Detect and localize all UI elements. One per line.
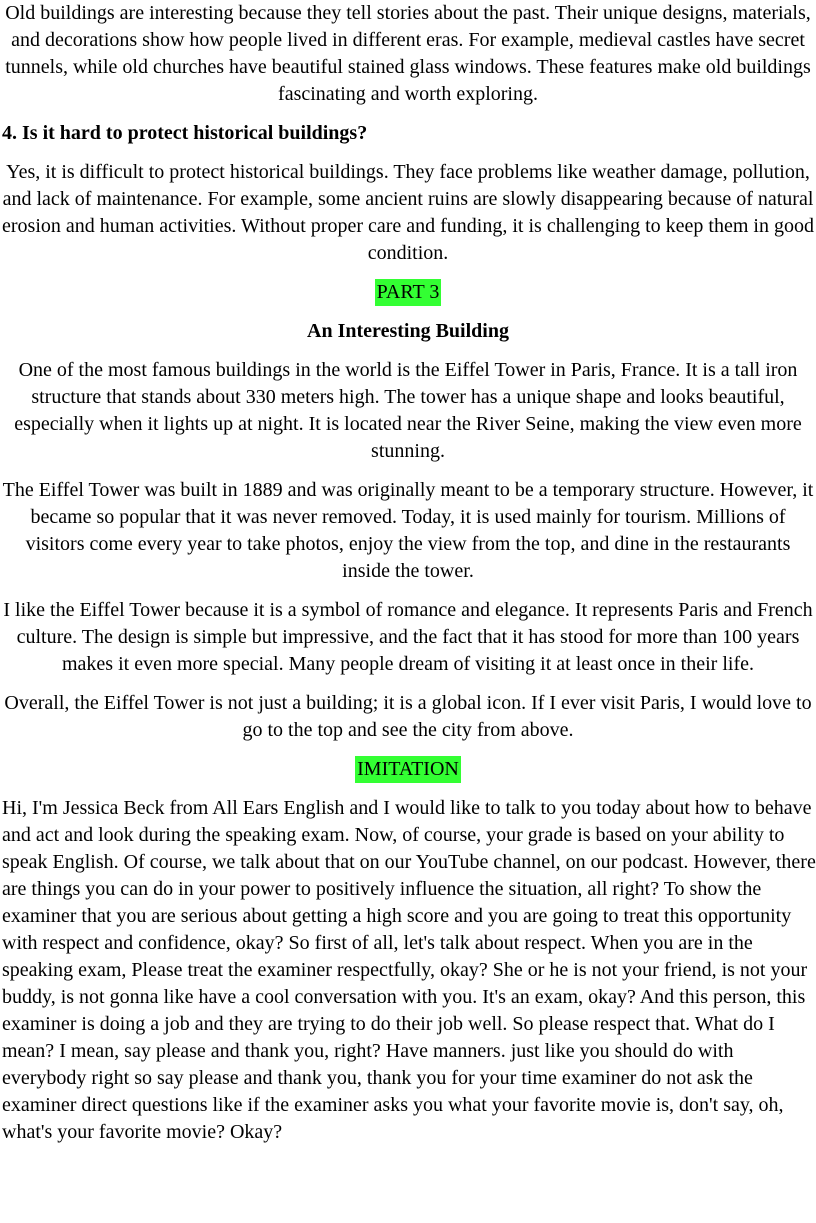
part-3-paragraph-4: Overall, the Eiffel Tower is not just a building; it is a global icon. If I ever visit Paris, I would love to go to the top and see the city from above.: [4, 692, 812, 741]
part-3-paragraph-1: One of the most famous buildings in the world is the Eiffel Tower in Paris, France. It is a tall iron structure that stands about 330 meters high. The tower has a unique shape and looks beautiful, especially when it lights up at night. It is located near the River Seine, making the view even more stunning.: [14, 359, 802, 462]
part-3-label: PART 3: [375, 279, 442, 306]
imitation-label: IMITATION: [355, 756, 461, 783]
part-3-paragraph-3: I like the Eiffel Tower because it is a symbol of romance and elegance. It represents Paris and French culture. The design is simple but impressive, and the fact that it has stood for more than 100 years makes it even more special. Many people dream of visiting it at least once in their life.: [3, 599, 813, 675]
question-4-heading: 4. Is it hard to protect historical buildings?: [2, 122, 368, 144]
imitation-label-wrap: [0, 756, 816, 783]
answer-3-paragraph: Old buildings are interesting because they tell stories about the past. Their unique designs, materials, and decorations show how people lived in different eras. For example, medieval castles have secret tunnels, while old churches have beautiful stained glass windows. These features make old buildings fascinating and worth exploring.: [5, 2, 811, 105]
answer-4-paragraph: Yes, it is difficult to protect historical buildings. They face problems like weather damage, pollution, and lack of maintenance. For example, some ancient ruins are slowly disappearing because of natural erosion and human activities. Without proper care and funding, it is challenging to keep them in good condition.: [2, 161, 814, 264]
part-3-label-wrap: [0, 279, 816, 306]
part-3-title: An Interesting Building: [307, 320, 509, 342]
part-3-paragraph-2: The Eiffel Tower was built in 1889 and was originally meant to be a temporary structure. However, it became so popular that it was never removed. Today, it is used mainly for tourism. Millions of visitors come every year to take photos, enjoy the view from the top, and dine in the restaurants inside the tower.: [2, 479, 814, 582]
imitation-transcript: Hi, I'm Jessica Beck from All Ears English and I would like to talk to you today about how to behave and act and look during the speaking exam. Now, of course, your grade is based on your ability to speak English. Of course, we talk about that on our YouTube channel, on our podcast. However, there are things you can do in your power to positively influence the situation, all right? To show the examiner that you are serious about getting a high score and you are going to treat this opportunity with respect and confidence, okay? So first of all, let's talk about respect. When you are in the speaking exam, Please treat the examiner respectfully, okay? She or he is not your friend, is not your buddy, is not gonna like have a cool conversation with you. It's an exam, okay? And this person, this examiner is doing a job and they are trying to do their job well. So please respect that. What do I mean? I mean, say please and thank you, right? Have manners. just like you should do with everybody right so say please and thank you, thank you for your time examiner do not ask the examiner direct questions like if the examiner asks you what your favorite movie is, don't say, oh, what's your favorite movie? Okay?: [2, 797, 816, 1143]
